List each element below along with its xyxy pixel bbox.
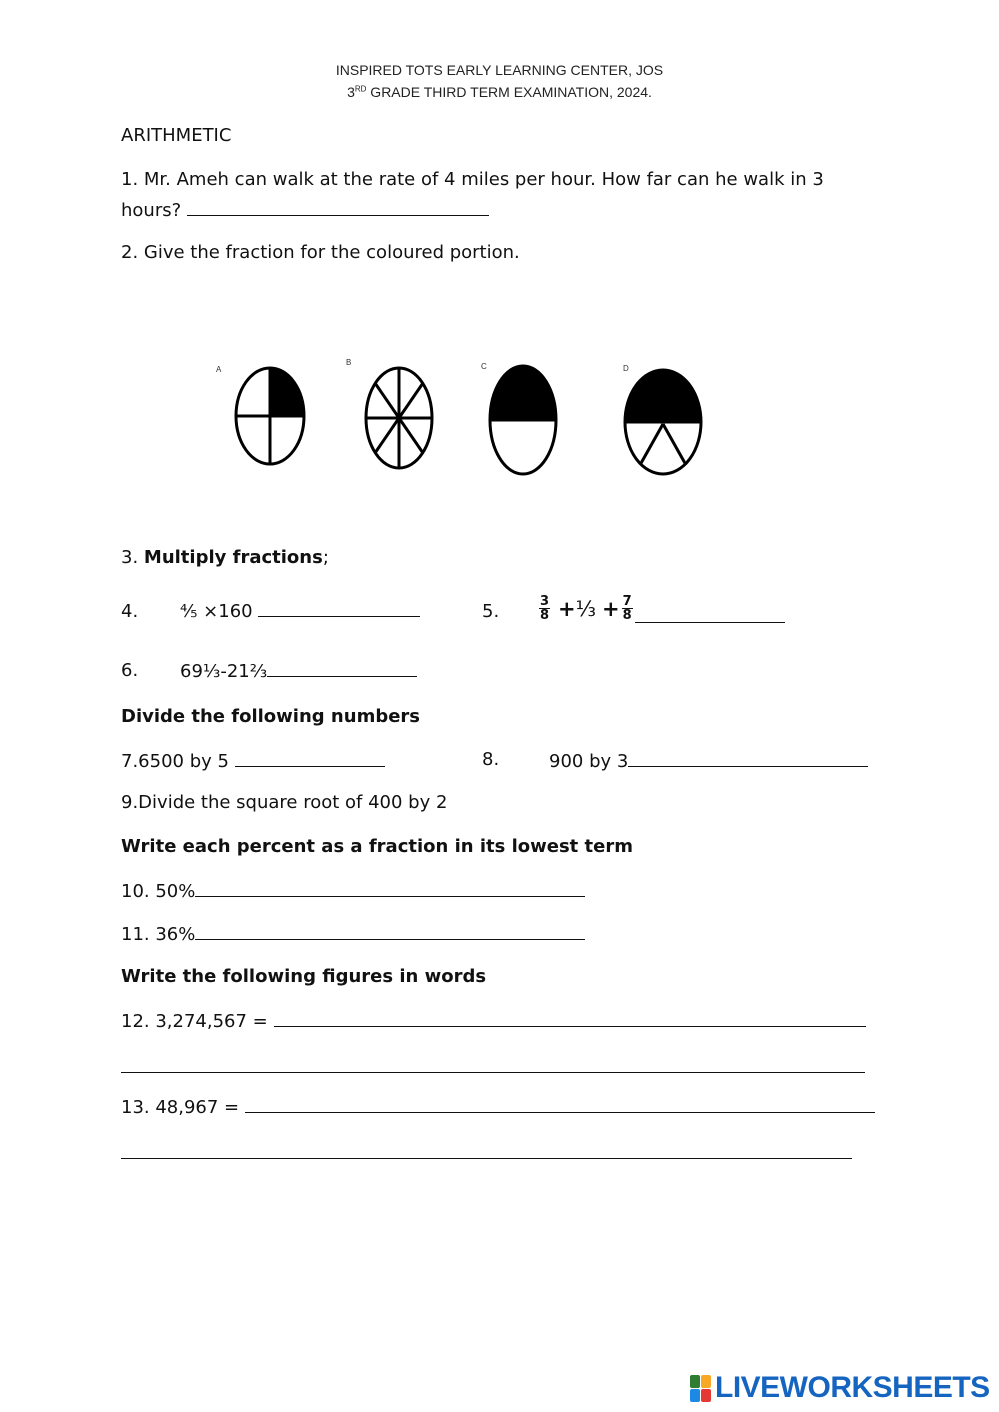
fraction-7-8-numerator: 7 (622, 594, 632, 609)
exam-grade-number: 3 (347, 84, 355, 100)
answer-blank-4[interactable] (258, 598, 420, 617)
exam-grade-suffix: RD (354, 84, 367, 94)
circle-label-c: C (481, 362, 487, 371)
question-12 (121, 1008, 866, 1034)
question-13 (121, 1094, 875, 1120)
liveworksheets-brand: LIVEWORKSHEETS (715, 1371, 990, 1404)
fraction-7-8 (622, 595, 633, 622)
circle-label-a: A (216, 365, 222, 374)
answer-blank-7[interactable] (235, 748, 385, 767)
question-5 (537, 594, 785, 623)
question-6 (180, 658, 417, 684)
circle-label-b: B (346, 358, 352, 367)
question-4-expr: ⅘ ×160 (180, 601, 253, 622)
answer-blank-13b[interactable] (121, 1158, 852, 1159)
answer-blank-8[interactable] (628, 748, 868, 767)
fraction-3-8-numerator: 3 (540, 594, 550, 609)
question-3-text: Multiply fractions (143, 547, 323, 568)
school-name: INSPIRED TOTS EARLY LEARNING CENTER, JOS (335, 62, 664, 78)
question-5-number: 5. (482, 601, 500, 622)
question-7-text: 7.6500 by 5 (121, 751, 229, 772)
question-11 (121, 921, 585, 947)
question-13-text: 13. 48,967 = (121, 1097, 240, 1118)
circle-c (490, 366, 556, 474)
liveworksheets-logo[interactable] (690, 1370, 990, 1406)
circle-d (625, 370, 701, 474)
circle-a (236, 368, 304, 464)
question-6-number: 6. (121, 660, 139, 681)
question-6-expr: 69⅓-21⅔ (180, 661, 268, 682)
words-heading: Write the following figures in words (121, 966, 487, 987)
divide-heading: Divide the following numbers (121, 706, 421, 727)
question-7 (121, 748, 385, 774)
answer-blank-11[interactable] (195, 921, 585, 940)
question-2-text: 2. Give the fraction for the coloured portion. (121, 242, 520, 263)
question-3 (121, 546, 329, 570)
answer-blank-6[interactable] (267, 658, 417, 677)
question-11-text: 11. 36% (121, 924, 196, 945)
answer-blank-12b[interactable] (121, 1072, 865, 1073)
circle-label-d: D (623, 364, 629, 373)
plus-sign-1: + (558, 596, 576, 621)
fraction-3-8 (539, 595, 550, 622)
question-8-text: 900 by 3 (549, 751, 629, 772)
question-9-text: 9.Divide the square root of 400 by 2 (121, 792, 448, 813)
question-3-suffix: ; (322, 547, 329, 568)
question-12-text: 12. 3,274,567 = (121, 1011, 268, 1032)
question-1-line-1: 1. Mr. Ameh can walk at the rate of 4 miles per hour. How far can he walk in 3 (121, 169, 824, 190)
answer-blank-5[interactable] (635, 604, 785, 623)
question-8 (549, 748, 868, 774)
liveworksheets-logo-icon (690, 1375, 711, 1402)
percent-heading: Write each percent as a fraction in its lowest term (121, 836, 633, 857)
question-3-number: 3. (121, 547, 144, 568)
circle-b (366, 368, 432, 468)
exam-title-rest: GRADE THIRD TERM EXAMINATION, 2024. (366, 84, 652, 100)
answer-blank-13a[interactable] (245, 1094, 875, 1113)
fraction-3-8-denominator: 8 (540, 608, 550, 623)
fraction-1-3: ⅓ (575, 596, 597, 621)
plus-sign-2: + (602, 596, 620, 621)
question-4 (180, 598, 420, 624)
answer-blank-12a[interactable] (274, 1008, 866, 1027)
question-10-text: 10. 50% (121, 881, 196, 902)
question-8-number: 8. (482, 749, 500, 770)
question-10 (121, 878, 585, 904)
subject-heading: ARITHMETIC (121, 125, 232, 146)
fraction-7-8-denominator: 8 (622, 608, 632, 623)
fraction-circles (0, 0, 999, 520)
question-4-number: 4. (121, 601, 139, 622)
question-1-text: hours? (121, 200, 182, 221)
answer-blank-10[interactable] (195, 878, 585, 897)
